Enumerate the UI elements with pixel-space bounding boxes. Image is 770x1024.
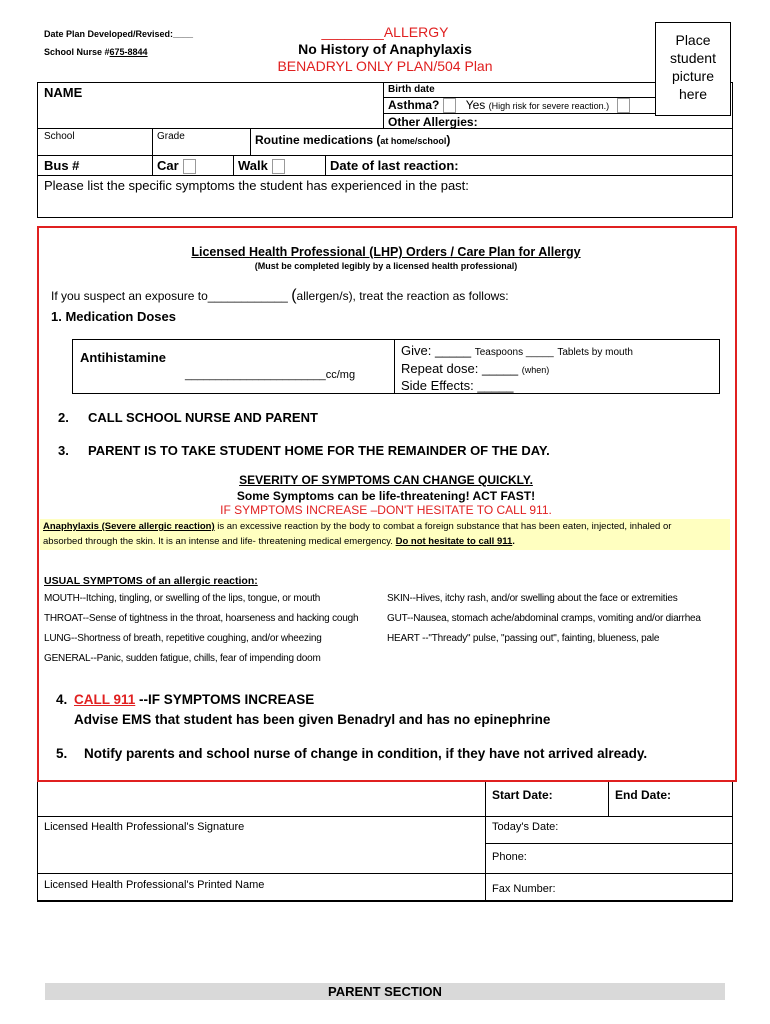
car-row <box>157 158 196 174</box>
symptoms-prompt: Please list the specific symptoms the student has experienced in the past: <box>44 178 469 193</box>
repeat-dose-label: Repeat dose: _____ <box>401 361 519 376</box>
name-field[interactable] <box>160 84 380 124</box>
other-allergies-label: Other Allergies: <box>388 115 478 129</box>
step-2-number: 2. <box>58 410 69 425</box>
routine-meds-label <box>255 133 450 147</box>
step-3-number: 3. <box>58 443 69 458</box>
title-blank: ________ <box>321 24 384 40</box>
repeat-when: (when) <box>521 365 550 375</box>
symptom-skin: SKIN--Hives, itchy rash, and/or swelling about the face or extremities <box>387 593 678 604</box>
step-5-notify-parents: Notify parents and school nurse of change in condition, if they have not arrived already. <box>84 746 648 761</box>
grade-label: Grade <box>157 131 185 142</box>
car-label: Car <box>157 158 179 173</box>
dose-field[interactable] <box>185 369 355 381</box>
school-nurse-text: School Nurse # <box>44 47 110 57</box>
anaphylaxis-end: . <box>512 536 515 547</box>
dose-unit: cc/mg <box>325 369 356 381</box>
exposure-line <box>51 287 509 305</box>
step-1-medication-doses: 1. Medication Doses <box>51 309 176 324</box>
student-picture-box[interactable] <box>655 22 731 116</box>
picture-line-4: here <box>678 86 708 102</box>
tablets-label: Tablets by mouth <box>557 347 633 358</box>
step-2-call-nurse: CALL SCHOOL NURSE AND PARENT <box>88 410 318 425</box>
fax-label: Fax Number: <box>492 883 556 895</box>
step-4-text: --IF SYMPTOMS INCREASE <box>135 692 315 707</box>
do-not-hesitate-911: Do not hesitate to call 911 <box>395 536 513 547</box>
routine-meds-close: ) <box>446 133 451 147</box>
school-label: School <box>44 131 75 142</box>
lhp-signature-label: Licensed Health Professional's Signature <box>44 821 245 833</box>
symptom-throat: THROAT--Sense of tightness in the throat, hoarseness and hacking cough <box>44 613 359 624</box>
routine-meds-text: Routine medications ( <box>255 133 381 147</box>
symptom-mouth: MOUTH--Itching, tingling, or swelling of the lips, tongue, or mouth <box>44 593 321 604</box>
anaphylaxis-def-2: absorbed through the skin. It is an intense and life- threatening medical emergency. <box>43 536 396 547</box>
severity-warning-2: Some Symptoms can be life-threatening! ACT FAST! <box>236 489 536 503</box>
routine-meds-note: at home/school <box>380 136 447 146</box>
picture-line-3: picture <box>671 68 715 84</box>
symptom-heart: HEART --"Thready" pulse, "passing out", fainting, blueness, pale <box>387 633 660 644</box>
asthma-yes-checkbox[interactable] <box>617 98 630 113</box>
lhp-subtitle: (Must be completed legibly by a licensed health professional) <box>254 261 518 271</box>
bus-label: Bus # <box>44 158 80 173</box>
name-label: NAME <box>44 85 83 100</box>
anaphylaxis-definition <box>40 519 730 550</box>
severity-warning-3: IF SYMPTOMS INCREASE –DON'T HESITATE TO CALL 911. <box>220 503 552 517</box>
asthma-no-checkbox[interactable] <box>443 98 456 113</box>
asthma-label: Asthma? <box>388 98 440 112</box>
call-911-label: CALL 911 <box>74 692 136 707</box>
symptom-general: GENERAL--Panic, sudden fatigue, chills, fear of impending doom <box>44 653 321 664</box>
parent-section-header: PARENT SECTION <box>45 983 725 1000</box>
walk-row <box>238 158 285 174</box>
exposure-paren: ( <box>291 287 297 304</box>
severity-warning-1: SEVERITY OF SYMPTOMS CAN CHANGE QUICKLY. <box>239 473 533 487</box>
lhp-printed-name-label: Licensed Health Professional's Printed Name <box>44 879 265 891</box>
symptom-gut: GUT--Nausea, stomach ache/abdominal cramps, vomiting and/or diarrhea <box>387 613 701 624</box>
date-plan-label: Date Plan Developed/Revised:____ <box>44 29 194 39</box>
plan-title <box>240 24 530 74</box>
anaphylaxis-term: Anaphylaxis (Severe allergic reaction) <box>43 521 215 532</box>
symptom-lung: LUNG--Shortness of breath, repetitive coughing, and/or wheezing <box>44 633 322 644</box>
picture-line-2: student <box>670 50 716 66</box>
birth-date-label: Birth date <box>388 84 435 95</box>
step-3-parent-home: PARENT IS TO TAKE STUDENT HOME FOR THE REMAINDER OF THE DAY. <box>88 443 550 458</box>
last-reaction-label: Date of last reaction: <box>330 158 459 173</box>
side-effects-label: Side Effects: _____ <box>401 378 514 393</box>
todays-date-label: Today's Date: <box>492 821 559 833</box>
dose-instructions <box>401 343 633 394</box>
school-nurse-label <box>44 47 148 57</box>
lhp-title: Licensed Health Professional (LHP) Orders / Care Plan for Allergy <box>191 245 581 259</box>
car-checkbox[interactable] <box>183 159 196 174</box>
picture-line-1: Place <box>675 32 711 48</box>
walk-checkbox[interactable] <box>272 159 285 174</box>
school-nurse-number: 675-8844 <box>109 47 148 57</box>
asthma-row <box>388 98 630 113</box>
step-4-call-911 <box>74 692 314 707</box>
teaspoons-label: Teaspoons _____ <box>474 347 554 358</box>
step-5-number: 5. <box>56 746 68 761</box>
walk-label: Walk <box>238 158 268 173</box>
exposure-text: If you suspect an exposure to____________ <box>51 289 288 303</box>
give-label: Give: _____ <box>401 343 472 358</box>
anaphylaxis-def-1: is an excessive reaction by the body to combat a foreign substance that has been eaten, injected, inhaled or <box>214 521 672 532</box>
past-symptoms-field[interactable] <box>44 195 724 215</box>
dose-blank: _______________________ <box>185 369 326 381</box>
phone-label: Phone: <box>492 851 527 863</box>
lhp-signature-field[interactable] <box>44 836 480 870</box>
end-date-label: End Date: <box>615 788 672 802</box>
title-no-history: No History of Anaphylaxis <box>298 41 472 57</box>
start-date-label: Start Date: <box>492 788 553 802</box>
antihistamine-label: Antihistamine <box>80 350 166 365</box>
step-4-number: 4. <box>56 692 68 707</box>
usual-symptoms-title: USUAL SYMPTOMS of an allergic reaction: <box>44 575 258 587</box>
title-benadryl: BENADRYL ONLY PLAN/504 Plan <box>277 58 493 74</box>
asthma-yes-label: Yes <box>465 98 486 112</box>
title-allergy: ALLERGY <box>383 24 449 40</box>
exposure-text-2: allergen/s), treat the reaction as follows: <box>296 289 509 303</box>
asthma-note: (High risk for severe reaction.) <box>488 101 610 111</box>
step-4-advise-ems: Advise EMS that student has been given Benadryl and has no epinephrine <box>74 712 551 727</box>
